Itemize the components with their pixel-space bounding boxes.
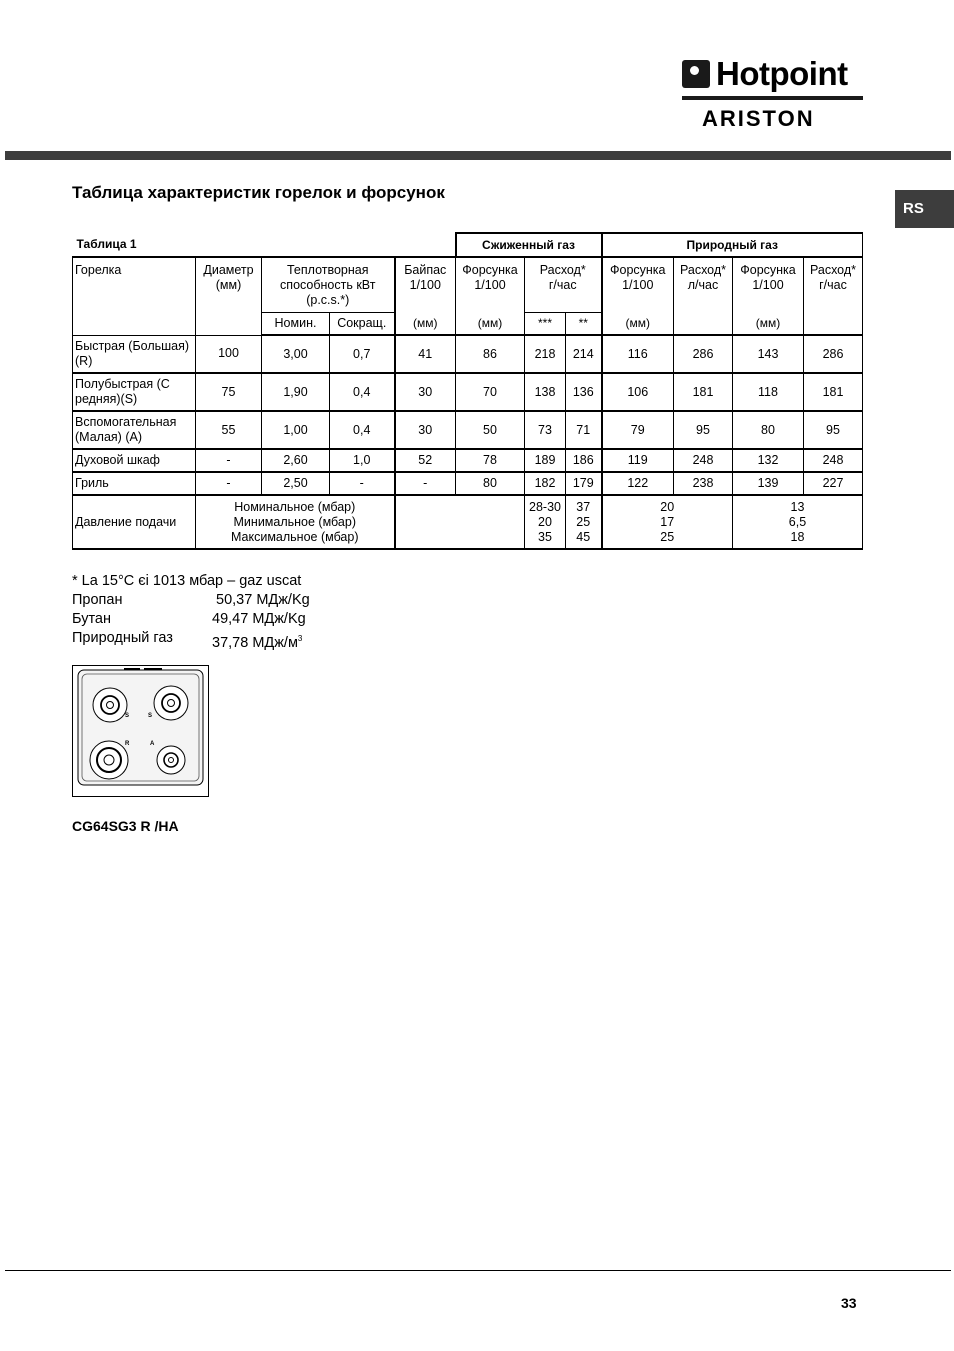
gas-value: 49,47 МДж/Kg — [212, 611, 306, 627]
header-flow-ng2-unit: г/час — [819, 278, 847, 292]
header-power — [262, 257, 395, 312]
model-number: CG64SG3 R /HA — [72, 818, 179, 834]
gas-name: Природный газ — [72, 630, 173, 646]
cell-flow-ng2: 248 — [804, 449, 863, 472]
cell-nozzle-lpg: 86 — [456, 335, 525, 373]
pressure-ng2 — [733, 495, 863, 549]
cell-power-nom: 2,50 — [262, 472, 330, 495]
burner-name: Духовой шкаф — [73, 449, 196, 472]
cell-flow-lpg-a: 138 — [525, 373, 566, 411]
cell-diameter: - — [196, 472, 262, 495]
header-diameter — [196, 257, 262, 335]
burner-r-icon — [90, 741, 128, 779]
cell-flow-ng2: 95 — [804, 411, 863, 449]
header-flow-lpg-unit: г/час — [548, 278, 577, 292]
cell-bypass: 52 — [395, 449, 456, 472]
header-bypass-frac: 1/100 — [409, 278, 441, 292]
group-lpg-header: Сжиженный газ — [456, 233, 602, 257]
cell-flow-ng1: 238 — [674, 472, 733, 495]
pressure-level-nom: Номинальное (мбар) — [234, 499, 356, 514]
header-nozzle-ng2-frac: 1/100 — [752, 278, 784, 292]
burner-name: Гриль — [73, 472, 196, 495]
cell-nozzle-lpg: 70 — [456, 373, 525, 411]
header-flow-lpg — [525, 257, 602, 312]
pressure-empty — [395, 495, 525, 549]
cell-power-nom: 3,00 — [262, 335, 330, 373]
pressure-label: Давление подачи — [73, 495, 196, 549]
header-nozzle-ng1-frac: 1/100 — [622, 278, 654, 292]
header-flow-ng2 — [804, 257, 863, 312]
pressure-value: 17 — [660, 514, 675, 529]
pressure-value: 37 — [576, 499, 591, 514]
cell-nozzle-ng1: 79 — [602, 411, 674, 449]
table-label: Таблица 1 — [73, 233, 456, 257]
pressure-levels — [196, 495, 395, 549]
pressure-level-min: Минимальное (мбар) — [233, 514, 356, 529]
page-title: Таблица характеристик горелок и форсунок — [72, 183, 445, 202]
footer-divider — [5, 1270, 951, 1271]
cell-bypass: 30 — [395, 411, 456, 449]
burner-label-s1: S — [125, 713, 130, 719]
gas-value-text: 37,78 МДж/м — [212, 634, 298, 651]
hotpoint-logo-icon — [682, 60, 710, 88]
pressure-lpg-a — [525, 495, 566, 549]
cell-bypass: - — [395, 472, 456, 495]
header-power-label: Теплотворная способность кВт — [280, 263, 376, 292]
list-item — [72, 629, 310, 653]
cell-nozzle-ng1: 106 — [602, 373, 674, 411]
cell-nozzle-ng2: 118 — [733, 373, 804, 411]
cell-nozzle-ng2: 132 — [733, 449, 804, 472]
header-diameter-label: Диаметр — [203, 263, 254, 277]
header-flow-lpg-label: Расход* — [539, 263, 586, 277]
pressure-value: 45 — [576, 529, 591, 544]
header-nozzle-lpg-unit: (мм) — [456, 312, 525, 335]
pressure-value: 25 — [576, 514, 591, 529]
cell-flow-lpg-a: 73 — [525, 411, 566, 449]
table-row — [73, 335, 863, 373]
table-row — [73, 449, 863, 472]
brand-logo — [682, 56, 864, 134]
cell-flow-lpg-b: 186 — [566, 449, 602, 472]
header-nozzle-ng1 — [602, 257, 674, 312]
cell-flow-ng2: 181 — [804, 373, 863, 411]
header-nozzle-ng1-unit: (мм) — [602, 312, 674, 335]
cell-flow-ng1: 95 — [674, 411, 733, 449]
burner-name: Вспомогательная (Малая) (A) — [73, 411, 196, 449]
list-item — [72, 591, 310, 610]
list-item — [72, 610, 310, 629]
cell-nozzle-ng2: 80 — [733, 411, 804, 449]
burner-label-s2: S — [148, 713, 153, 719]
burner-s2-icon — [154, 686, 188, 720]
cell-diameter: 75 — [196, 373, 262, 411]
cell-flow-ng2: 227 — [804, 472, 863, 495]
header-nozzle-ng1-label: Форсунка — [609, 263, 666, 277]
header-burner: Горелка — [73, 257, 196, 335]
cell-nozzle-ng1: 116 — [602, 335, 674, 373]
header-nozzle-lpg-frac: 1/100 — [474, 278, 506, 292]
cell-flow-lpg-b: 136 — [566, 373, 602, 411]
pressure-value: 6,5 — [788, 514, 807, 529]
gas-notes — [72, 572, 310, 653]
cell-nozzle-lpg: 80 — [456, 472, 525, 495]
cell-bypass: 30 — [395, 373, 456, 411]
header-nozzle-ng2-label: Форсунка — [740, 263, 796, 277]
pressure-ng1 — [602, 495, 733, 549]
cell-flow-ng1: 181 — [674, 373, 733, 411]
cell-diameter: 100 — [196, 335, 262, 373]
cell-diameter: 55 — [196, 411, 262, 449]
header-nozzle-ng2 — [733, 257, 804, 312]
cell-power-red: - — [330, 472, 395, 495]
cell-flow-lpg-a: 218 — [525, 335, 566, 373]
cell-flow-lpg-a: 189 — [525, 449, 566, 472]
pressure-value: 20 — [538, 514, 552, 529]
header-flow-ng1 — [674, 257, 733, 312]
header-flow-ng2-label: Расход* — [809, 263, 857, 277]
cell-diameter: - — [196, 449, 262, 472]
cell-nozzle-lpg: 50 — [456, 411, 525, 449]
cell-power-nom: 1,00 — [262, 411, 330, 449]
header-flow-ng1-unit: л/час — [687, 278, 719, 292]
cell-flow-lpg-b: 214 — [566, 335, 602, 373]
cell-nozzle-ng1: 122 — [602, 472, 674, 495]
cell-flow-lpg-b: 179 — [566, 472, 602, 495]
header-power-sub: (p.c.s.*) — [306, 293, 350, 307]
pressure-value: 18 — [790, 529, 805, 544]
header-nozzle-lpg-label: Форсунка — [462, 263, 518, 277]
burner-s1-icon — [93, 688, 130, 722]
cell-power-nom: 1,90 — [262, 373, 330, 411]
burner-label-a: A — [150, 741, 155, 747]
cell-power-nom: 2,60 — [262, 449, 330, 472]
pressure-value: 35 — [538, 529, 552, 544]
cell-flow-lpg-b: 71 — [566, 411, 602, 449]
header-flow-ng1-label: Расход* — [679, 263, 727, 277]
header-diameter-unit: (мм) — [215, 278, 242, 292]
pressure-value: 13 — [790, 499, 805, 514]
table-row — [73, 411, 863, 449]
header-bar — [5, 151, 951, 160]
cell-nozzle-ng2: 143 — [733, 335, 804, 373]
burner-name: Быстрая (Большая)(R) — [73, 335, 196, 373]
group-ng-header: Природный газ — [602, 233, 863, 257]
pressure-level-max: Максимальное (мбар) — [230, 529, 359, 544]
burner-name: Полубыстрая (С редняя)(S) — [73, 373, 196, 411]
header-flow-ng2-empty — [804, 312, 863, 335]
cell-nozzle-ng2: 139 — [733, 472, 804, 495]
header-nozzle-ng2-unit: (мм) — [733, 312, 804, 335]
page-number: 33 — [841, 1295, 857, 1311]
gas-value-sup: 3 — [297, 634, 303, 643]
cell-power-red: 1,0 — [330, 449, 395, 472]
table-row — [73, 373, 863, 411]
header-power-red: Сокращ. — [330, 312, 395, 335]
pressure-value: 20 — [660, 499, 675, 514]
header-flow-lpg-a: *** — [525, 312, 566, 335]
header-power-nom: Номин. — [262, 312, 330, 335]
cell-nozzle-lpg: 78 — [456, 449, 525, 472]
pressure-lpg-b — [566, 495, 602, 549]
gas-name: Бутан — [72, 611, 111, 627]
cell-flow-lpg-a: 182 — [525, 472, 566, 495]
logo-main-row — [682, 56, 848, 92]
table-row — [73, 472, 863, 495]
cell-flow-ng1: 286 — [674, 335, 733, 373]
cell-flow-ng1: 248 — [674, 449, 733, 472]
header-flow-ng1-empty — [674, 312, 733, 335]
header-bypass — [395, 257, 456, 312]
cell-power-red: 0,4 — [330, 411, 395, 449]
burner-spec-table — [72, 232, 863, 550]
footnote: * La 15°C єi 1013 мбар – gaz uscat — [72, 573, 302, 589]
burner-label-r: R — [125, 741, 130, 747]
logo-divider — [682, 96, 863, 100]
header-bypass-unit: (мм) — [395, 312, 456, 335]
pressure-row — [73, 495, 863, 549]
burner-a-icon — [157, 746, 185, 774]
cell-nozzle-ng1: 119 — [602, 449, 674, 472]
gas-name: Пропан — [72, 592, 123, 608]
gas-value: 50,37 МДж/Kg — [216, 592, 310, 608]
header-flow-lpg-b: ** — [566, 312, 602, 335]
brand-sub: ARISTON — [702, 106, 815, 131]
pressure-value: 25 — [660, 529, 675, 544]
cell-power-red: 0,4 — [330, 373, 395, 411]
pressure-value: 28-30 — [529, 499, 561, 514]
cell-bypass: 41 — [395, 335, 456, 373]
cell-power-red: 0,7 — [330, 335, 395, 373]
cell-flow-ng2: 286 — [804, 335, 863, 373]
language-tab: RS — [895, 190, 954, 228]
spec-table-wrap — [72, 232, 863, 550]
gas-value — [212, 629, 302, 653]
hob-layout-diagram — [72, 665, 209, 797]
brand-name: Hotpoint — [716, 55, 848, 92]
header-nozzle-lpg — [456, 257, 525, 312]
header-bypass-label: Байпас — [404, 263, 447, 277]
